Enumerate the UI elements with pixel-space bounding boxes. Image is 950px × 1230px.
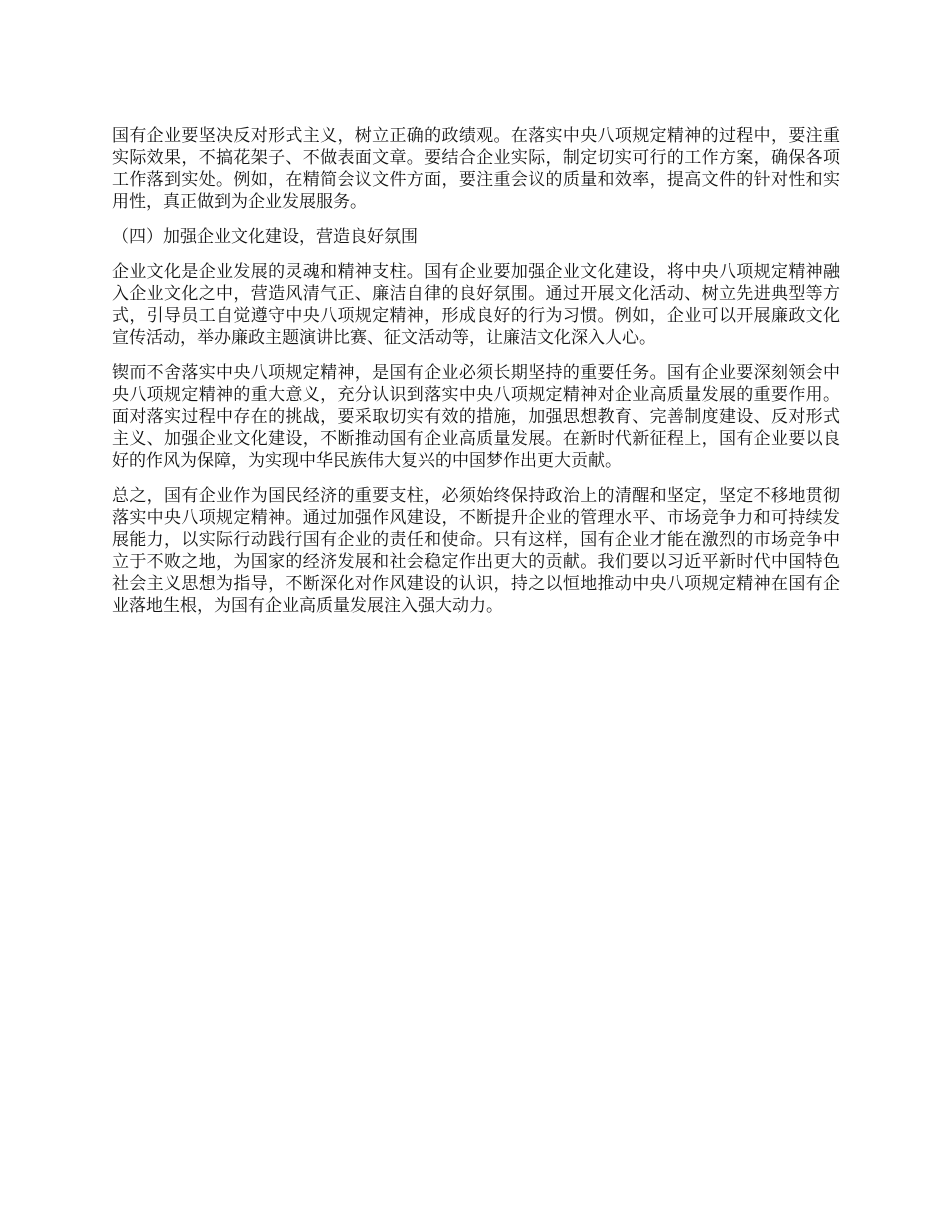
paragraph-long-term-task: 锲而不舍落实中央八项规定精神，是国有企业必须长期坚持的重要任务。国有企业要深刻领会中央八项规定精神的重大意义，充分认识到落实中央八项规定精神对企业高质量发展的重要作用。面对落实过程中存在的挑战，要采取切实有效的措施，加强思想教育、完善制度建设、反对形式主义、加强企业文化建设，不断推动国有企业高质量发展。在新时代新征程上，国有企业要以良好的作风为保障，为实现中华民族伟大复兴的中国梦作出更大贡献。 (112, 363, 840, 471)
paragraph-oppose-formalism: 国有企业要坚决反对形式主义，树立正确的政绩观。在落实中央八项规定精神的过程中，要注重实际效果，不搞花架子、不做表面文章。要结合企业实际，制定切实可行的工作方案，确保各项工作落到实处。例如，在精简会议文件方面，要注重会议的质量和效率，提高文件的针对性和实用性，真正做到为企业发展服务。 (112, 126, 840, 212)
section-heading-corporate-culture: （四）加强企业文化建设，营造良好氛围 (112, 227, 418, 247)
paragraph-conclusion: 总之，国有企业作为国民经济的重要支柱，必须始终保持政治上的清醒和坚定，坚定不移地贯彻落实中央八项规定精神。通过加强作风建设，不断提升企业的管理水平、市场竞争力和可持续发展能力，以实际行动践行国有企业的责任和使命。只有这样，国有企业才能在激烈的市场竞争中立于不败之地，为国家的经济发展和社会稳定作出更大的贡献。我们要以习近平新时代中国特色社会主义思想为指导，不断深化对作风建设的认识，持之以恒地推动中央八项规定精神在国有企业落地生根，为国有企业高质量发展注入强大动力。 (112, 486, 840, 616)
paragraph-corporate-culture: 企业文化是企业发展的灵魂和精神支柱。国有企业要加强企业文化建设，将中央八项规定精神融入企业文化之中，营造风清气正、廉洁自律的良好氛围。通过开展文化活动、树立先进典型等方式，引导员工自觉遵守中央八项规定精神，形成良好的行为习惯。例如，企业可以开展廉政文化宣传活动，举办廉政主题演讲比赛、征文活动等，让廉洁文化深入人心。 (112, 262, 840, 348)
document-body (112, 125, 840, 630)
